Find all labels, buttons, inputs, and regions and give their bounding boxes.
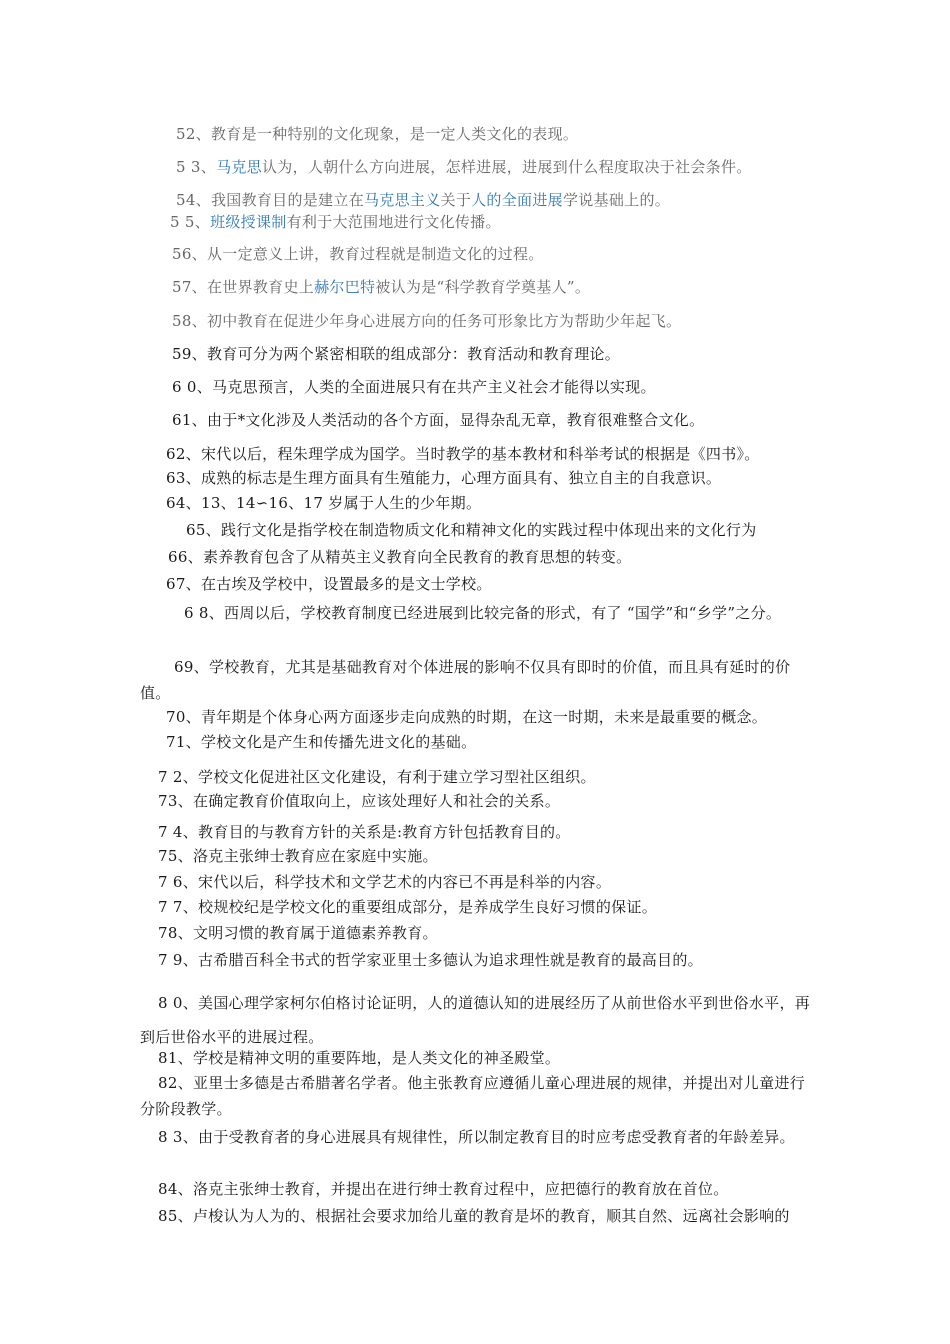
link-text[interactable]: 马克思主义 bbox=[364, 191, 441, 209]
text-segment: 64、13、14∽16、17 岁属于人生的少年期。 bbox=[166, 494, 482, 512]
text-segment: 71、学校文化是产生和传播先进文化的基础。 bbox=[166, 733, 477, 751]
text-segment: 73、在确定教育价值取向上，应该处理好人和社会的关系。 bbox=[158, 792, 561, 810]
item-70 bbox=[0, 707, 950, 727]
text-segment: 7 2、学校文化促进社区文化建设，有利于建立学习型社区组织。 bbox=[158, 768, 596, 786]
link-text[interactable]: 班级授课制 bbox=[210, 213, 287, 231]
item-58 bbox=[0, 311, 950, 331]
text-segment: 54、我国教育目的是建立在 bbox=[176, 191, 364, 209]
item-74 bbox=[0, 822, 950, 842]
item-83 bbox=[140, 1124, 815, 1150]
text-segment: 7 7、校规校纪是学校文化的重要组成部分，是养成学生良好习惯的保证。 bbox=[158, 898, 658, 916]
item-52 bbox=[0, 124, 950, 144]
text-segment: 7 4、教育目的与教育方针的关系是:教育方针包括教育目的。 bbox=[158, 823, 571, 841]
text-segment: 82、亚里士多德是古希腊著名学者。他主张教育应遵循儿童心理进展的规律，并提出对儿童进行分阶段教学。 bbox=[140, 1074, 805, 1118]
link-text[interactable]: 马克思 bbox=[216, 158, 262, 176]
item-59 bbox=[0, 344, 950, 364]
item-67 bbox=[0, 574, 950, 594]
item-57 bbox=[0, 277, 950, 297]
item-60 bbox=[0, 377, 950, 397]
item-85 bbox=[0, 1206, 950, 1226]
item-84 bbox=[0, 1179, 950, 1199]
item-63 bbox=[0, 468, 950, 488]
item-77 bbox=[0, 897, 950, 917]
item-68 bbox=[140, 600, 815, 626]
text-segment: 81、学校是精神文明的重要阵地，是人类文化的神圣殿堂。 bbox=[158, 1049, 561, 1067]
item-62 bbox=[0, 444, 950, 464]
item-54 bbox=[0, 190, 950, 210]
text-segment: 59、教育可分为两个紧密相联的组成部分：教育活动和教育理论。 bbox=[172, 345, 621, 363]
text-segment: 66、素养教育包含了从精英主义教育向全民教育的教育思想的转变。 bbox=[168, 548, 632, 566]
item-81 bbox=[0, 1048, 950, 1068]
item-66 bbox=[0, 547, 950, 567]
text-segment: 70、青年期是个体身心两方面逐步走向成熟的时期，在这一时期，未来是最重要的概念。 bbox=[166, 708, 768, 726]
item-78 bbox=[0, 923, 950, 943]
item-82 bbox=[140, 1070, 815, 1122]
item-56 bbox=[0, 244, 950, 264]
text-segment: 85、卢梭认为人为的、根据社会要求加给儿童的教育是坏的教育，顺其自然、远离社会影响的 bbox=[158, 1207, 790, 1225]
text-segment: 5 5、 bbox=[170, 213, 211, 231]
item-69 bbox=[140, 654, 815, 706]
text-segment: 7 6、宋代以后，科学技术和文学艺术的内容已不再是科举的内容。 bbox=[158, 873, 612, 891]
text-segment: 5 3、 bbox=[176, 158, 217, 176]
item-80 bbox=[140, 986, 815, 1054]
text-segment: 62、宋代以后，程朱理学成为国学。当时教学的基本教材和科举考试的根据是《四书》。 bbox=[166, 445, 760, 463]
text-segment: 52、教育是一种特别的文化现象，是一定人类文化的表现。 bbox=[176, 125, 579, 143]
item-71 bbox=[0, 732, 950, 752]
text-segment: 学说基础上的。 bbox=[562, 191, 671, 209]
text-segment: 被认为是“科学教育学奠基人”。 bbox=[375, 278, 591, 296]
item-76 bbox=[0, 872, 950, 892]
item-73 bbox=[0, 791, 950, 811]
text-segment: 65、践行文化是指学校在制造物质文化和精神文化的实践过程中体现出来的文化行为 bbox=[186, 521, 757, 539]
item-72 bbox=[0, 767, 950, 787]
text-segment: 7 9、古希腊百科全书式的哲学家亚里士多德认为追求理性就是教育的最高目的。 bbox=[158, 951, 703, 969]
item-79 bbox=[0, 950, 950, 970]
item-61 bbox=[0, 410, 950, 430]
text-segment: 有利于大范围地进行文化传播。 bbox=[286, 213, 501, 231]
text-segment: 84、洛克主张绅士教育，并提出在进行绅士教育过程中，应把德行的教育放在首位。 bbox=[158, 1180, 729, 1198]
text-segment: 61、由于*文化涉及人类活动的各个方面，显得杂乱无章，教育很难整合文化。 bbox=[172, 411, 705, 429]
link-text[interactable]: 人的全面进展 bbox=[471, 191, 563, 209]
text-segment: 6 0、马克思预言，人类的全面进展只有在共产主义社会才能得以实现。 bbox=[172, 378, 656, 396]
text-segment: 57、在世界教育史上 bbox=[172, 278, 315, 296]
link-text[interactable]: 赫尔巴特 bbox=[314, 278, 376, 296]
text-segment: 58、初中教育在促进少年身心进展方向的任务可形象比方为帮助少年起飞。 bbox=[172, 312, 682, 330]
item-64 bbox=[0, 493, 950, 513]
text-segment: 认为，人朝什么方向进展，怎样进展，进展到什么程度取决于社会条件。 bbox=[261, 158, 752, 176]
text-segment: 8 0、美国心理学家柯尔伯格讨论证明，人的道德认知的进展经历了从前世俗水平到世俗水平，再到后世俗水平的进展过程。 bbox=[140, 994, 811, 1046]
text-segment: 75、洛克主张绅士教育应在家庭中实施。 bbox=[158, 847, 438, 865]
text-segment: 78、文明习惯的教育属于道德素养教育。 bbox=[158, 924, 438, 942]
item-53 bbox=[0, 157, 950, 177]
item-75 bbox=[0, 846, 950, 866]
text-segment: 67、在古埃及学校中，设置最多的是文士学校。 bbox=[166, 575, 492, 593]
item-65 bbox=[0, 520, 950, 540]
text-segment: 8 3、由于受教育者的身心进展具有规律性，所以制定教育目的时应考虑受教育者的年龄差异。 bbox=[158, 1128, 795, 1146]
item-55 bbox=[0, 212, 950, 232]
text-segment: 63、成熟的标志是生理方面具有生殖能力，心理方面具有、独立自主的自我意识。 bbox=[166, 469, 722, 487]
text-segment: 6 8、西周以后，学校教育制度已经进展到比较完备的形式，有了 “国学”和“乡学”之分。 bbox=[184, 604, 782, 622]
text-segment: 56、从一定意义上讲，教育过程就是制造文化的过程。 bbox=[172, 245, 544, 263]
text-segment: 69、学校教育，尤其是基础教育对个体进展的影响不仅具有即时的价值，而且具有延时的价值。 bbox=[140, 658, 791, 702]
text-segment: 关于 bbox=[440, 191, 472, 209]
